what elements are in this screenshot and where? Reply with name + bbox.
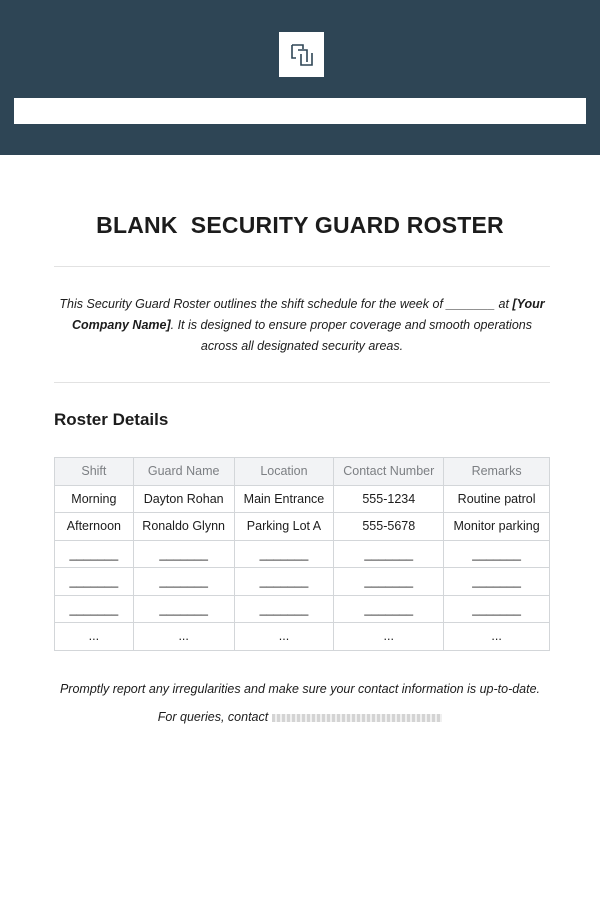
cell-remarks: Monitor parking (444, 513, 550, 541)
cell-guard-name: _______ (133, 595, 234, 623)
cell-contact-number: _______ (334, 540, 444, 568)
header-band (0, 0, 600, 155)
cell-location: Parking Lot A (234, 513, 334, 541)
redacted-email (272, 714, 442, 722)
column-header-shift: Shift (55, 458, 134, 486)
cell-contact-number: ... (334, 623, 444, 651)
divider-bottom (54, 382, 550, 383)
roster-table (54, 457, 550, 651)
cell-remarks: ... (444, 623, 550, 651)
cell-shift: ... (55, 623, 134, 651)
table-row (55, 540, 550, 568)
page-title: BLANK SECURITY GUARD ROSTER (96, 212, 504, 238)
cell-contact-number: 555-1234 (334, 485, 444, 513)
footer-contact-label: For queries, contact (157, 710, 269, 724)
intro-text-part2: . It is designed to ensure proper coverage and smooth operations across all designated security areas. (170, 318, 532, 353)
cell-shift: Morning (55, 485, 134, 513)
cell-remarks: _______ (444, 595, 550, 623)
logo (279, 32, 324, 77)
cell-guard-name: _______ (133, 540, 234, 568)
column-header-contact-number: Contact Number (334, 458, 444, 486)
column-header-guard-name: Guard Name (133, 458, 234, 486)
column-header-remarks: Remarks (444, 458, 550, 486)
footer-contact (0, 710, 600, 724)
table-row (55, 485, 550, 513)
table-row (55, 595, 550, 623)
table-header-row (55, 458, 550, 486)
cell-guard-name: ... (133, 623, 234, 651)
table-row (55, 568, 550, 596)
cell-contact-number: _______ (334, 568, 444, 596)
intro-paragraph (56, 294, 548, 357)
cell-remarks: _______ (444, 568, 550, 596)
cell-guard-name: Ronaldo Glynn (133, 513, 234, 541)
cell-shift: _______ (55, 568, 134, 596)
cell-guard-name: Dayton Rohan (133, 485, 234, 513)
cell-contact-number: _______ (334, 595, 444, 623)
table-row (55, 513, 550, 541)
section-heading: Roster Details (54, 410, 169, 429)
cell-shift: _______ (55, 595, 134, 623)
cell-contact-number: 555-5678 (334, 513, 444, 541)
intro-text-part1: This Security Guard Roster outlines the shift schedule for the week of _______ at (59, 297, 513, 311)
cell-remarks: _______ (444, 540, 550, 568)
cell-shift: _______ (55, 540, 134, 568)
footer-note: Promptly report any irregularities and make sure your contact information is up-to-date. (59, 682, 541, 696)
cell-remarks: Routine patrol (444, 485, 550, 513)
intro-company-placeholder: [Your Company Name] (72, 297, 545, 332)
cell-location: Main Entrance (234, 485, 334, 513)
cell-guard-name: _______ (133, 568, 234, 596)
column-header-location: Location (234, 458, 334, 486)
cell-location: ... (234, 623, 334, 651)
table-row (55, 623, 550, 651)
cell-shift: Afternoon (55, 513, 134, 541)
cell-location: _______ (234, 568, 334, 596)
divider-top (54, 266, 550, 267)
header-bar (14, 98, 586, 124)
logo-icon (289, 42, 315, 68)
cell-location: _______ (234, 540, 334, 568)
cell-location: _______ (234, 595, 334, 623)
